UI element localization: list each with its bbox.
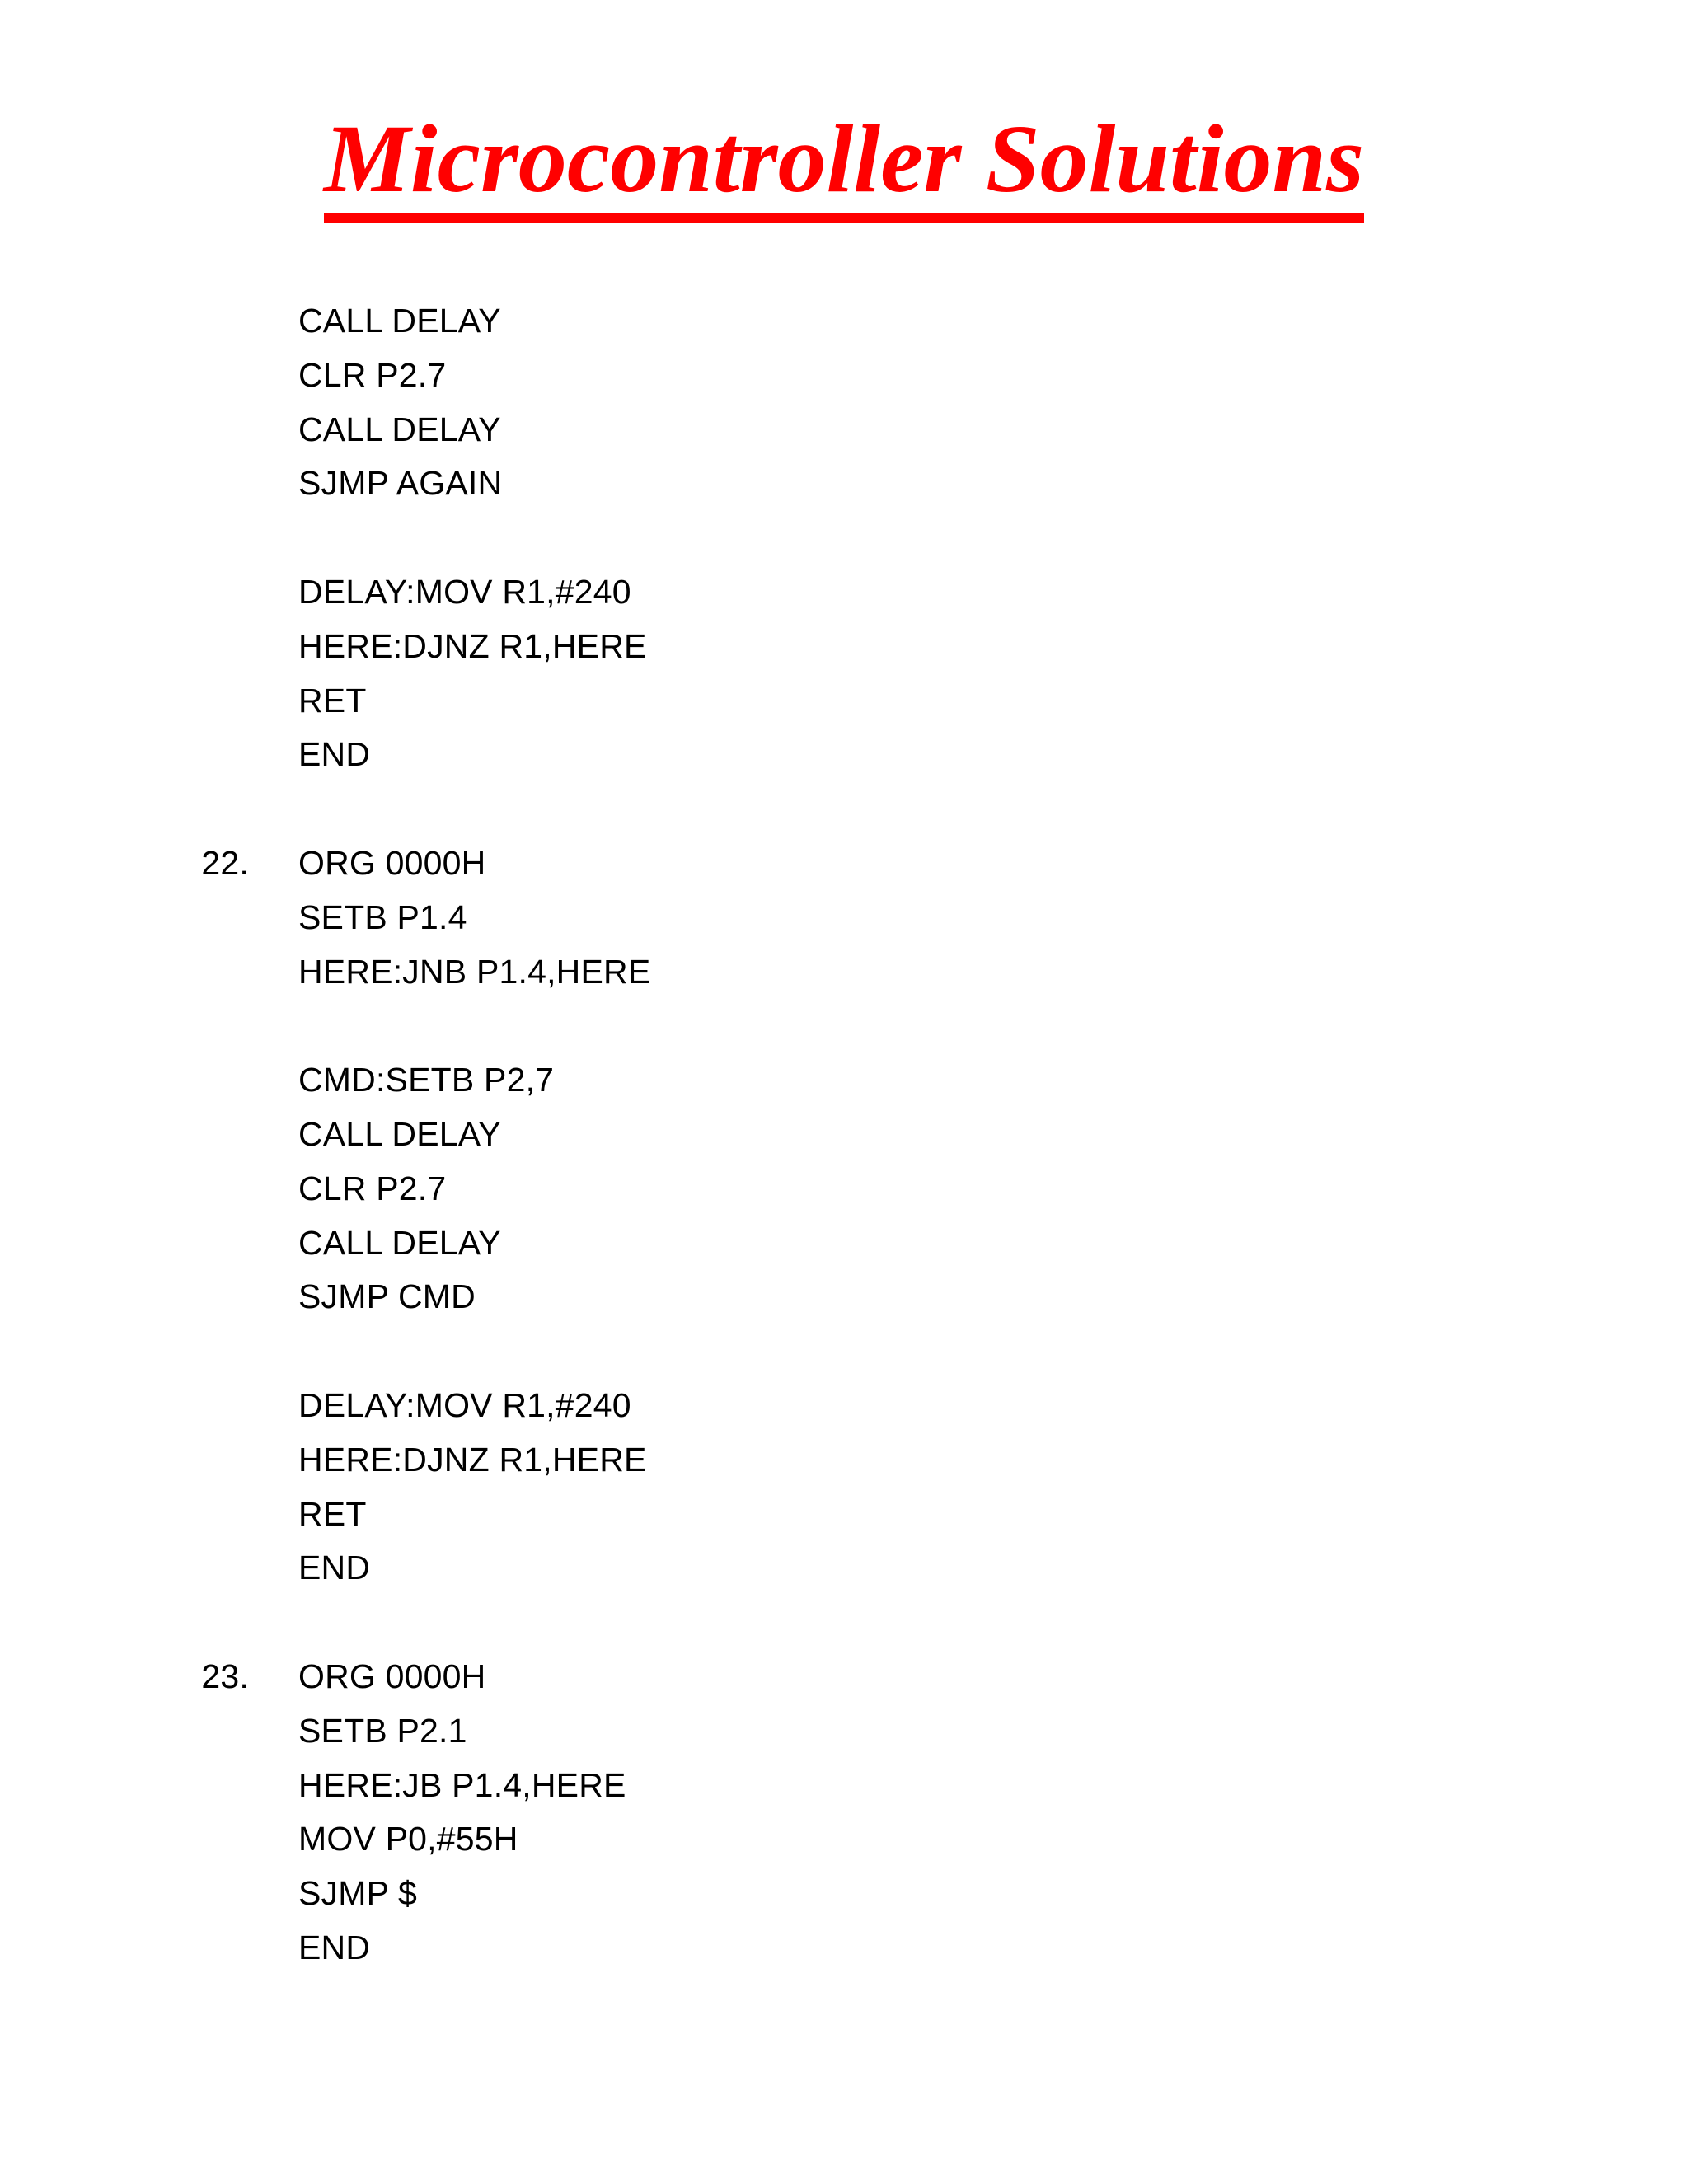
code-text: MOV P0,#55H — [298, 1820, 518, 1858]
code-text: END — [298, 1549, 371, 1587]
blank-line — [249, 999, 1485, 1053]
code-line — [249, 1108, 1485, 1162]
code-text: ORG 0000H — [298, 843, 486, 882]
code-text: HERE:DJNZ R1,HERE — [298, 626, 647, 665]
code-line-numbered — [201, 1650, 1485, 1704]
code-text: CALL DELAY — [298, 410, 501, 448]
code-text: SJMP $ — [298, 1874, 417, 1913]
code-text: RET — [298, 681, 367, 719]
code-text: HERE:DJNZ R1,HERE — [298, 1440, 647, 1479]
code-text: RET — [298, 1494, 367, 1533]
code-text: CLR P2.7 — [298, 355, 447, 394]
code-line-numbered — [201, 837, 1485, 891]
question-number: 23. — [201, 1657, 249, 1695]
code-line — [249, 565, 1485, 620]
code-text: CALL DELAY — [298, 302, 501, 340]
code-line — [249, 1759, 1485, 1813]
code-line — [249, 457, 1485, 511]
code-text: SETB P2.1 — [298, 1711, 467, 1750]
code-line — [249, 1379, 1485, 1433]
code-line — [249, 620, 1485, 674]
code-text: CLR P2.7 — [298, 1169, 447, 1207]
code-line — [249, 728, 1485, 782]
code-line — [249, 1270, 1485, 1324]
code-line — [249, 1921, 1485, 1975]
blank-line — [249, 782, 1485, 837]
code-text: DELAY:MOV R1,#240 — [298, 572, 631, 611]
code-text: CMD:SETB P2,7 — [298, 1061, 555, 1099]
code-text: SJMP CMD — [298, 1277, 476, 1316]
code-text: END — [298, 735, 371, 774]
code-text: END — [298, 1928, 371, 1966]
blank-line — [249, 1324, 1485, 1379]
code-line — [249, 1867, 1485, 1921]
code-line — [249, 1162, 1485, 1216]
code-line — [249, 349, 1485, 403]
code-line — [249, 1704, 1485, 1759]
blank-line — [249, 511, 1485, 565]
question-number: 22. — [201, 843, 249, 882]
code-text: SETB P1.4 — [298, 898, 467, 936]
code-text: SJMP AGAIN — [298, 464, 503, 503]
code-text: ORG 0000H — [298, 1657, 486, 1695]
code-line — [249, 1053, 1485, 1108]
code-text: HERE:JB P1.4,HERE — [298, 1765, 626, 1804]
code-line — [249, 1541, 1485, 1596]
code-line — [249, 891, 1485, 945]
code-listing — [201, 294, 1485, 1975]
code-line — [249, 1488, 1485, 1542]
code-line — [249, 674, 1485, 729]
code-text: CALL DELAY — [298, 1114, 501, 1153]
blank-line — [249, 1596, 1485, 1650]
code-text: HERE:JNB P1.4,HERE — [298, 952, 651, 991]
code-line — [249, 1433, 1485, 1488]
page-title-text: Microcontroller Solutions — [324, 106, 1364, 223]
page-title — [0, 97, 1688, 223]
code-line — [249, 1812, 1485, 1867]
code-line — [249, 403, 1485, 457]
code-text: CALL DELAY — [298, 1223, 501, 1262]
code-line — [249, 1216, 1485, 1271]
code-line — [249, 945, 1485, 1000]
code-line — [249, 294, 1485, 349]
code-text: DELAY:MOV R1,#240 — [298, 1385, 631, 1424]
